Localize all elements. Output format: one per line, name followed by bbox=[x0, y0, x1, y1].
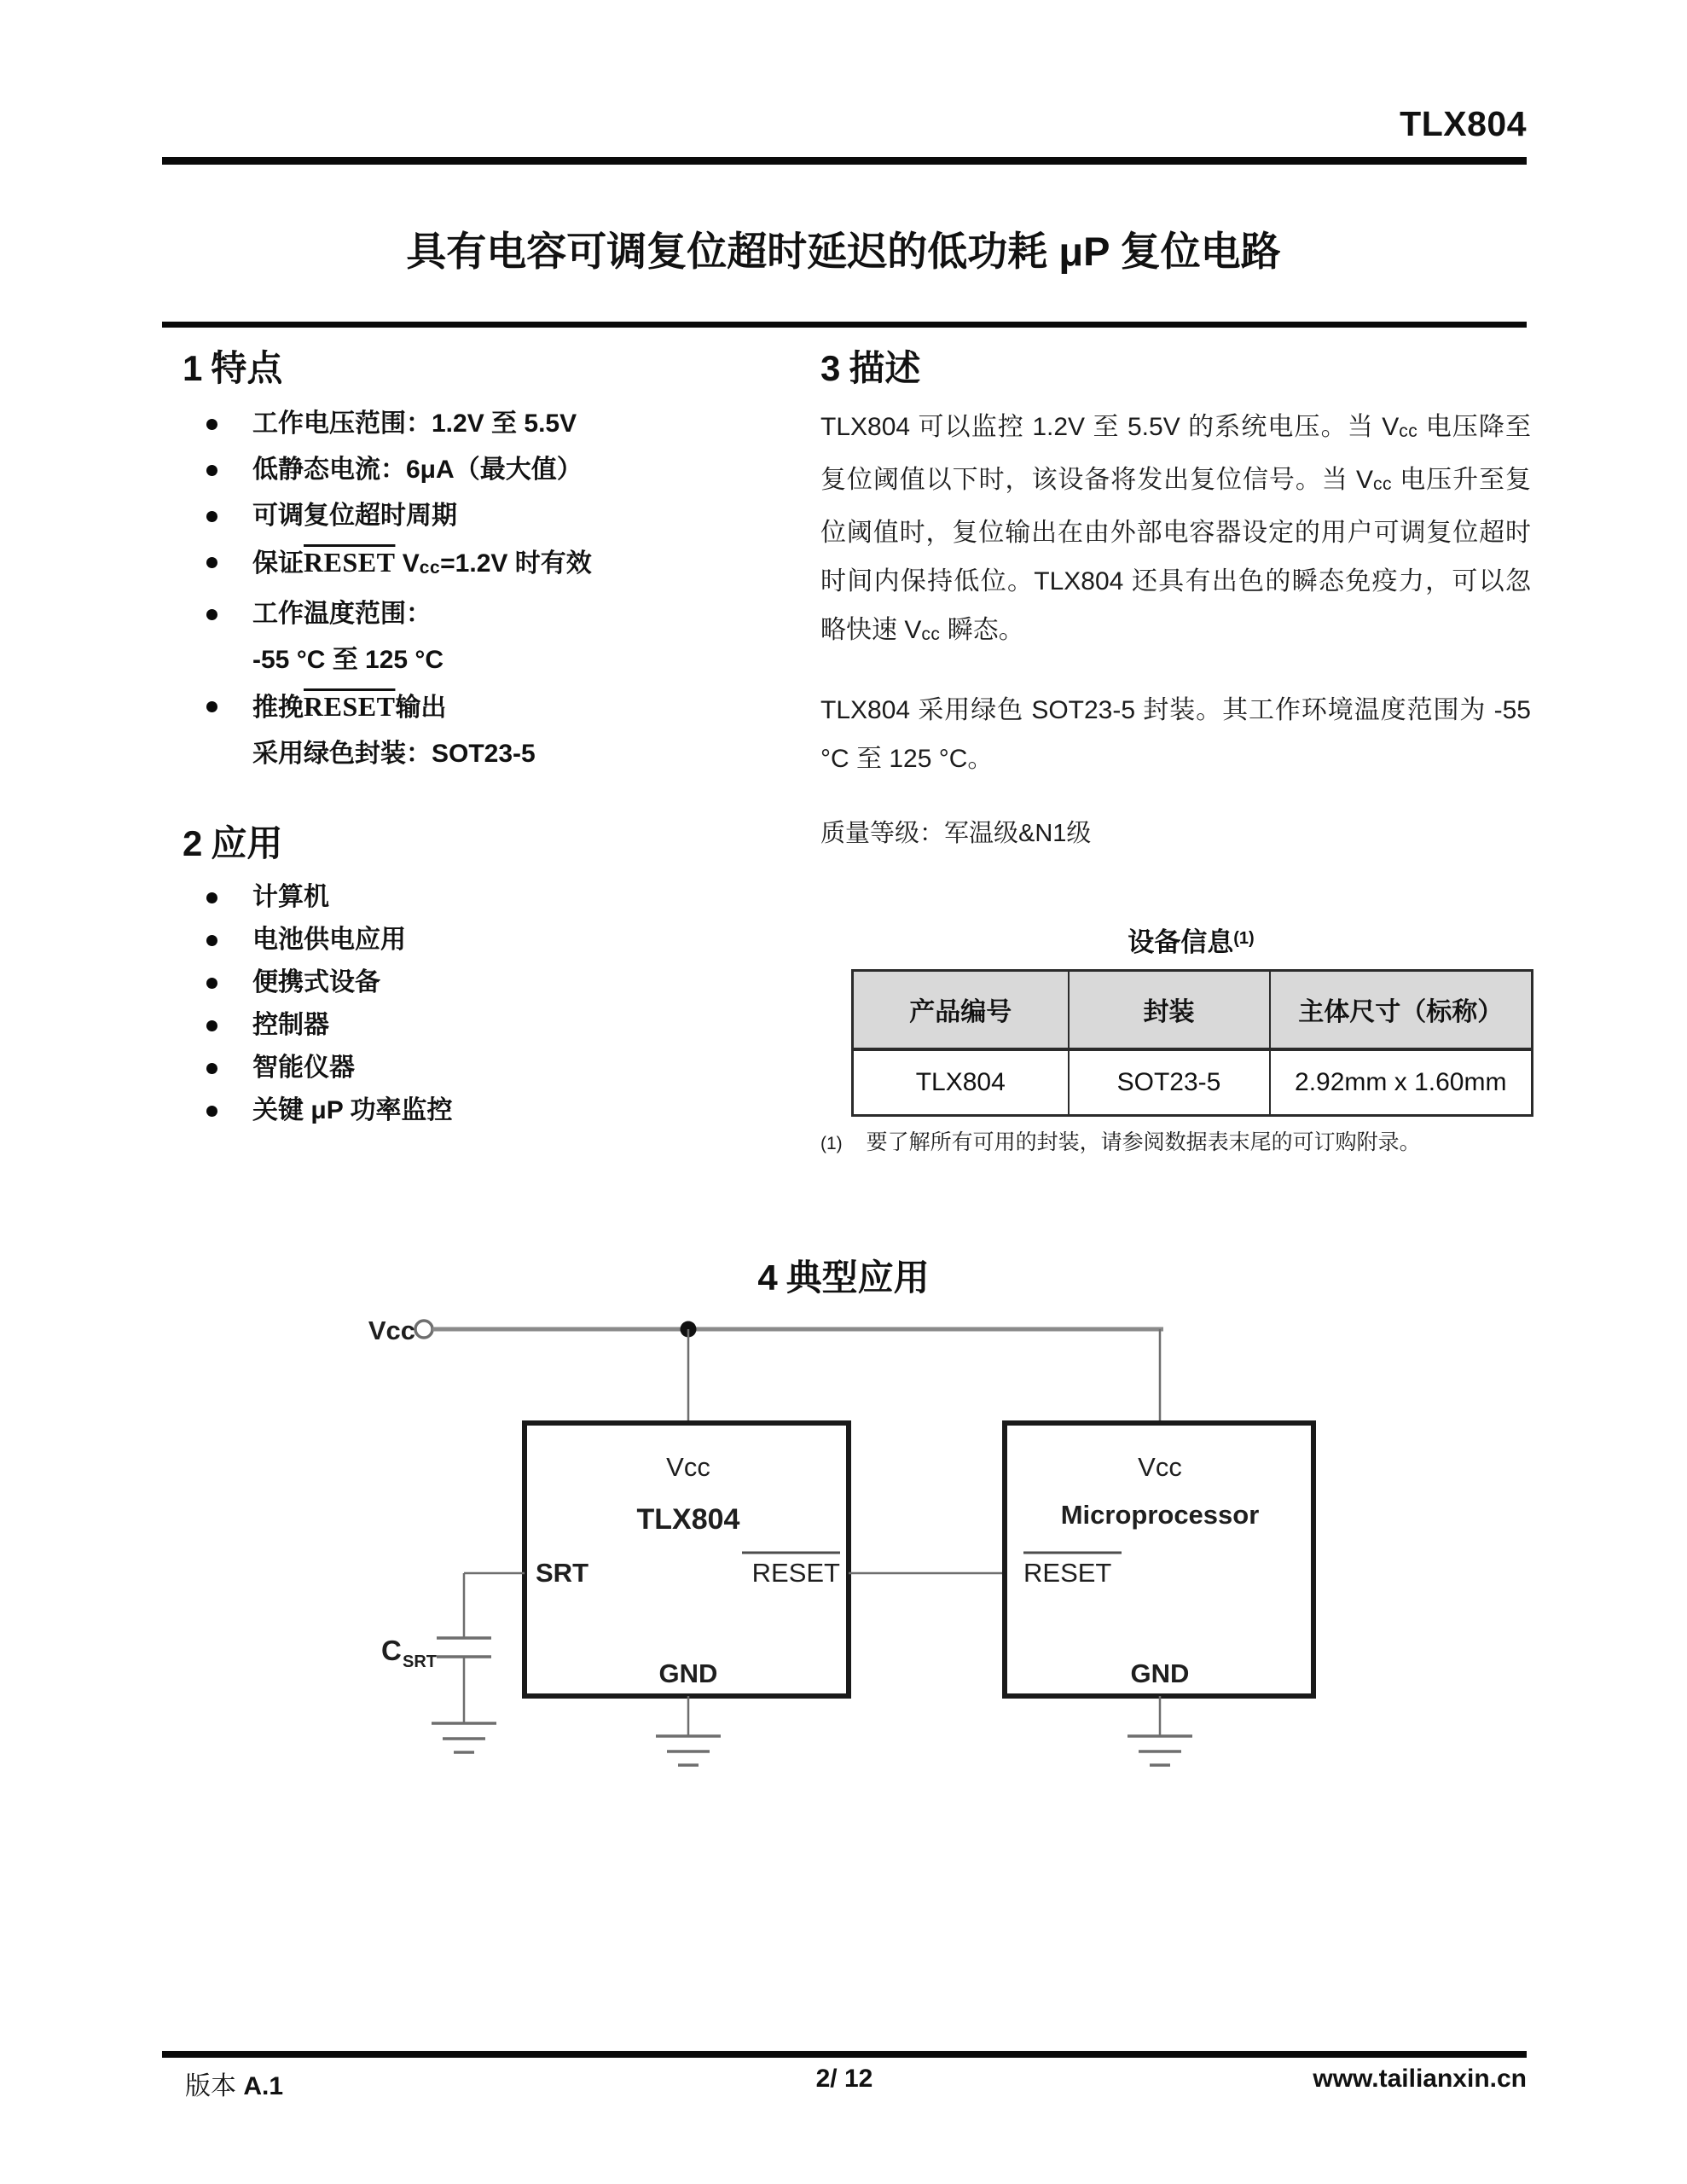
application-item: 智能仪器 bbox=[183, 1047, 814, 1089]
reset-signal-label: RESET bbox=[304, 547, 396, 578]
mcu-name-label: Microprocessor bbox=[1060, 1500, 1260, 1530]
ground-symbol-icon bbox=[432, 1723, 496, 1752]
column-header: 主体尺寸（标称） bbox=[1270, 971, 1533, 1049]
feature-text: 工作温度范围： bbox=[252, 600, 432, 628]
ground-symbol-icon bbox=[1128, 1736, 1192, 1765]
device-info-title bbox=[851, 921, 1531, 959]
section-number: 2 bbox=[183, 823, 203, 863]
feature-item-continuation bbox=[183, 731, 814, 777]
tlx804-vcc-pin-label: Vcc bbox=[666, 1452, 710, 1482]
right-column bbox=[820, 348, 1531, 1156]
feature-text: 输出 bbox=[395, 694, 447, 722]
table-cell-part-number: TLX804 bbox=[853, 1049, 1069, 1116]
quality-grade: 质量等级：军温级&N1级 bbox=[820, 820, 1092, 847]
feature-text: 保证 bbox=[252, 549, 304, 578]
feature-item-continuation bbox=[183, 637, 814, 683]
feature-text: 低静态电流：6μA（最大值） bbox=[252, 456, 583, 484]
vcc-subscript: cc bbox=[419, 558, 441, 578]
footer-page-number: 2/ 12 bbox=[815, 2065, 873, 2093]
device-info-footnote bbox=[820, 1125, 1531, 1156]
application-item: 便携式设备 bbox=[183, 961, 814, 1004]
section-number: 1 bbox=[183, 348, 203, 388]
feature-item bbox=[183, 591, 814, 637]
document-title: 具有电容可调复位超时延迟的低功耗 μP 复位电路 bbox=[406, 229, 1281, 274]
section-title: 典型应用 bbox=[786, 1258, 930, 1298]
capacitor-label-subscript: SRT bbox=[403, 1653, 437, 1671]
reset-signal-label: RESET bbox=[304, 691, 396, 722]
feature-text: 可调复位超时周期 bbox=[252, 502, 457, 530]
description-paragraph-2: TLX804 采用绿色 SOT23-5 封装。其工作环境温度范围为 -55 °C 至 125 °C。 bbox=[820, 696, 1531, 773]
features-list bbox=[183, 401, 814, 777]
mcu-reset-pin-label: RESET bbox=[1023, 1558, 1112, 1588]
footnote-marker: (1) bbox=[820, 1134, 843, 1153]
applications-heading bbox=[183, 823, 814, 864]
feature-text: -55 °C 至 125 °C bbox=[252, 646, 444, 674]
table-cell-package: SOT23-5 bbox=[1069, 1049, 1270, 1116]
table-header-row bbox=[853, 971, 1533, 1049]
section-title: 应用 bbox=[211, 823, 283, 863]
footnote-reference: (1) bbox=[1233, 929, 1255, 948]
feature-text: 采用绿色封装：SOT23-5 bbox=[252, 740, 536, 768]
section-number: 3 bbox=[820, 348, 841, 388]
section-title: 描述 bbox=[849, 348, 921, 388]
tlx804-name-label: TLX804 bbox=[636, 1503, 740, 1536]
version-label: 版本 bbox=[185, 2072, 236, 2100]
vcc-subscript: cc bbox=[1372, 474, 1392, 494]
feature-item bbox=[183, 493, 814, 539]
device-info-block bbox=[820, 921, 1531, 1156]
application-item: 电池供电应用 bbox=[183, 919, 814, 961]
capacitor-label: C bbox=[381, 1635, 402, 1666]
tlx804-srt-pin-label: SRT bbox=[536, 1558, 588, 1588]
vcc-subscript: cc bbox=[921, 624, 941, 644]
column-header: 封装 bbox=[1069, 971, 1270, 1049]
feature-item bbox=[183, 683, 814, 731]
tlx804-reset-pin-label: RESET bbox=[751, 1558, 840, 1588]
table-row bbox=[853, 1049, 1533, 1116]
table-cell-body-size: 2.92mm x 1.60mm bbox=[1270, 1049, 1533, 1116]
section-title: 特点 bbox=[211, 348, 283, 388]
product-code: TLX804 bbox=[1400, 104, 1527, 143]
column-header: 产品编号 bbox=[853, 971, 1069, 1049]
ground-symbol-icon bbox=[656, 1736, 721, 1765]
application-item: 关键 μP 功率监控 bbox=[183, 1089, 814, 1132]
left-column bbox=[183, 348, 814, 1132]
title-rule bbox=[162, 322, 1527, 328]
device-info-table bbox=[851, 969, 1533, 1117]
description-text: 电压降至复位阈值以下时，该设备将发出复位信号。当 V bbox=[820, 413, 1531, 494]
description-paragraph-1 bbox=[820, 403, 1531, 659]
vcc-source-label: Vcc bbox=[368, 1316, 415, 1345]
feature-text: V bbox=[395, 549, 420, 578]
feature-text: 推挽 bbox=[252, 694, 304, 722]
footer-website: www.tailianxin.cn bbox=[1313, 2065, 1527, 2093]
applications-list bbox=[183, 876, 814, 1132]
features-heading bbox=[183, 348, 814, 389]
mcu-gnd-pin-label: GND bbox=[1130, 1658, 1190, 1688]
section-number: 4 bbox=[757, 1258, 778, 1298]
vcc-subscript: cc bbox=[1399, 421, 1418, 441]
feature-text: =1.2V 时有效 bbox=[440, 549, 592, 578]
mcu-vcc-pin-label: Vcc bbox=[1138, 1452, 1182, 1482]
description-heading bbox=[820, 348, 1531, 389]
typical-application-heading bbox=[0, 1258, 1687, 1298]
description-text: 瞬态。 bbox=[940, 616, 1024, 644]
tlx804-gnd-pin-label: GND bbox=[658, 1658, 718, 1688]
feature-item bbox=[183, 539, 814, 591]
feature-item bbox=[183, 447, 814, 493]
vcc-terminal-icon bbox=[415, 1321, 432, 1338]
feature-text: 工作电压范围：1.2V 至 5.5V bbox=[252, 410, 577, 438]
application-item: 控制器 bbox=[183, 1004, 814, 1047]
version-value: A.1 bbox=[243, 2072, 284, 2100]
feature-item bbox=[183, 401, 814, 447]
typical-application-circuit bbox=[341, 1305, 1365, 1817]
description-text: 电压升至复位阈值时，复位输出在由外部电容器设定的用户可调复位超时时间内保持低位。TLX804 还具有出色的瞬态免疫力，可以忽略快速 V bbox=[820, 466, 1531, 644]
footer-rule bbox=[162, 2051, 1527, 2058]
footnote-text: 要了解所有可用的封装，请参阅数据表末尾的可订购附录。 bbox=[866, 1130, 1421, 1154]
device-info-title-text: 设备信息 bbox=[1128, 927, 1234, 957]
description-text: TLX804 可以监控 1.2V 至 5.5V 的系统电压。当 V bbox=[820, 413, 1400, 441]
application-item: 计算机 bbox=[183, 876, 814, 919]
header-rule bbox=[162, 157, 1527, 165]
